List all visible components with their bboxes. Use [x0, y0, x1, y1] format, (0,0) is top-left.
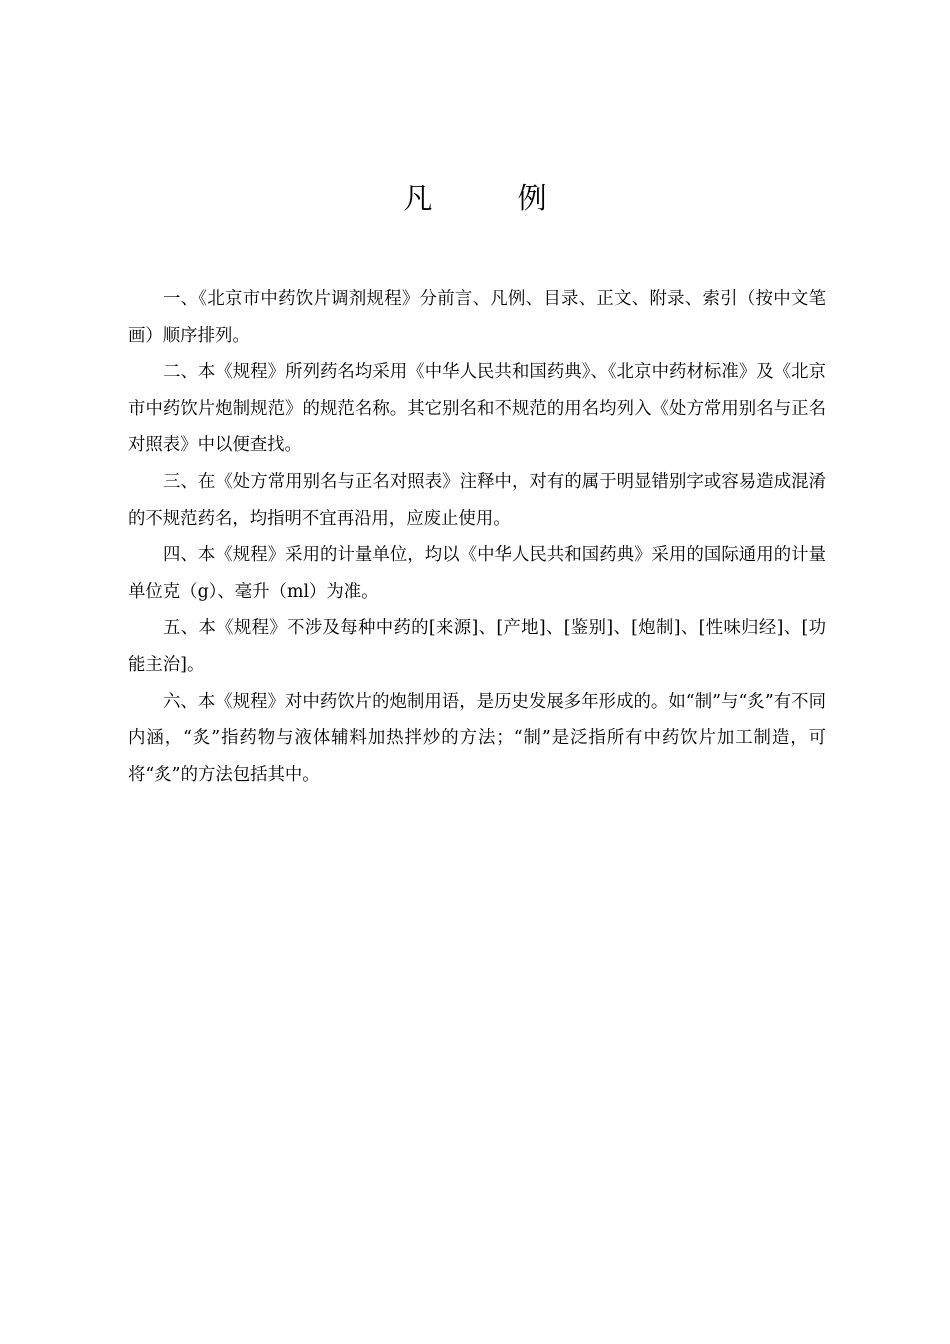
page-title: 凡 例 [403, 181, 585, 215]
paragraph-1: 一、《北京市中药饮片调剂规程》分前言、凡例、目录、正文、附录、索引（按中文笔画）顺序排列。 [128, 289, 826, 346]
paragraph-6: 六、本《规程》对中药饮片的炮制用语，是历史发展多年形成的。如“制”与“炙”有不同内涵，“炙”指药物与液体辅料加热拌炒的方法；“制”是泛指所有中药饮片加工制造，可将“炙”的方法包括其中。 [128, 691, 826, 785]
document-body [128, 281, 826, 793]
paragraph-2: 二、本《规程》所列药名均采用《中华人民共和国药典》、《北京中药材标准》及《北京市中药饮片炮制规范》的规范名称。其它别名和不规范的用名均列入《处方常用别名与正名对照表》中以便查找。 [128, 362, 826, 456]
paragraph-5: 五、本《规程》不涉及每种中药的[来源]、[产地]、[鉴别]、[炮制]、[性味归经]、[功能主治]。 [128, 618, 826, 675]
paragraph-4: 四、本《规程》采用的计量单位，均以《中华人民共和国药典》采用的国际通用的计量单位克（g）、毫升（ml）为准。 [128, 545, 826, 602]
paragraph-3: 三、在《处方常用别名与正名对照表》注释中，对有的属于明显错别字或容易造成混淆的不规范药名，均指明不宜再沿用，应废止使用。 [128, 471, 826, 529]
